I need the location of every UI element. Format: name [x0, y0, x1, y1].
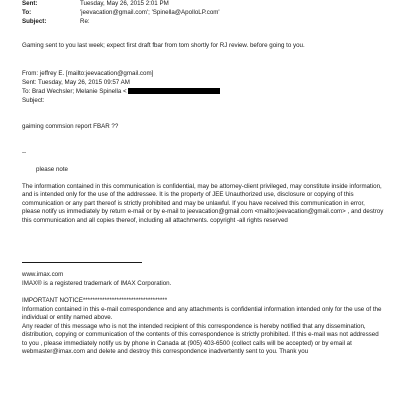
please-note: please note [36, 166, 68, 173]
header-to-row [22, 9, 220, 17]
imax-url: www.imax.com [22, 271, 64, 278]
to-label: To: [22, 9, 32, 16]
forwarded-from: From: jeffrey E. [mailto:jeevacation@gmail.com] [22, 70, 154, 77]
signature-divider [22, 262, 142, 263]
confidentiality-notice: The information contained in this communication is confidential, may be attorney-client privileged, may constitute inside information, and is intended only for the use of the addressee. It is the property of JEE Unauthorized use, disclosure or copying of this communication or any part thereof is strictly prohibited and may be unlawful. If you have received this communication in error, please notify us immediately by return e-mail or by e-mail to jeevacation@gmail.com <mailto:jeevacation@gmail.com> , and destroy this communication and all copies thereof, including all attachments. copyright -all rights reserved [22, 183, 384, 224]
forwarded-to: To: Brad Wechsler; Melanie Spinella < [22, 88, 127, 95]
imax-trademark: IMAX® is a registered trademark of IMAX Corporation. [22, 280, 172, 287]
sent-label: Sent: [22, 0, 38, 7]
intro-text: Gaming sent to you last week; expect first draft fbar from tom shortly for RJ review. before going to you. [22, 42, 305, 49]
forwarded-sent: Sent: Tuesday, May 26, 2015 09:57 AM [22, 79, 130, 86]
header-sent-row [22, 0, 169, 8]
subject-value: Re: [80, 18, 90, 25]
important-notice-p2: Any reader of this message who is not the intended recipient of this correspondence is hereby notified that any dissemination, distribution, copying or communication of the contents of this correspondence is strictly prohibited. If this e-mail was not addressed to you , please immediately notify us by phone in Canada at (905) 403-6500 (collect calls will be accepted) or by email at webmaster@imax.com and delete and destroy this correspondence inadvertently sent to you. Thank you [22, 323, 379, 356]
forwarded-to-row [22, 88, 220, 96]
subject-label: Subject: [22, 18, 47, 25]
important-notice-heading: IMPORTANT NOTICE*********************************** [22, 297, 168, 304]
redaction-bar [128, 88, 220, 94]
header-subject-row [22, 18, 90, 26]
sent-value: Tuesday, May 26, 2015 2:01 PM [80, 0, 169, 7]
separator-dashes: -- [22, 149, 27, 156]
to-value: 'jeevacation@gmail.com'; 'Spinella@ApolloLP.com' [80, 9, 220, 16]
forwarded-subject: Subject: [22, 97, 45, 104]
forwarded-subject-text: gaiming commsion report FBAR ?? [22, 123, 119, 130]
important-notice-p1: Information contained in this e-mail correspondence and any attachments is confidential information intended only for the use of the individual or entity named above. [22, 306, 382, 322]
